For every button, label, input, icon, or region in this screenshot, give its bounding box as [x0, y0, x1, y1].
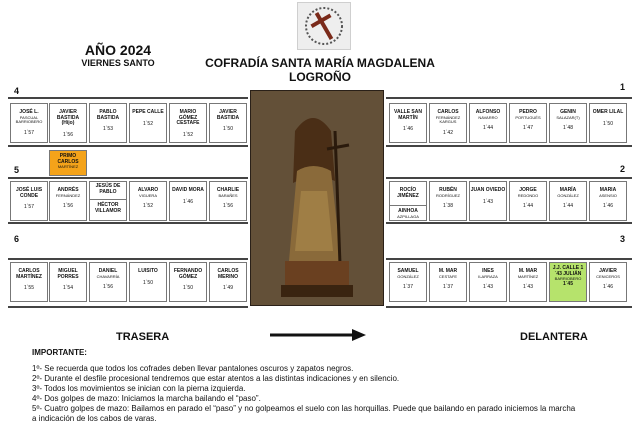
title-line-2: LOGROÑO [289, 70, 351, 84]
instruction-line: a indicación de los cabos de varas. [32, 414, 157, 423]
bearer-cell-split: JESÚS DE PABLO HÉCTOR VILLAMOR [89, 181, 127, 221]
left-bar-3-top [8, 258, 248, 260]
bearer-cell: CARLOS MARTÍNEZ 1´55 [10, 262, 48, 302]
left-bar-3-bottom [8, 306, 248, 308]
bearer-cell: MARIO GÓMEZ CESTAFE 1´52 [169, 103, 207, 143]
brotherhood-title [205, 56, 435, 84]
left-bar-2-top [8, 177, 248, 179]
bearer-cell: MARÍA GONZÁLEZ 1´44 [549, 181, 587, 221]
position-1: 1 [620, 82, 626, 92]
right-bar-2-bottom [386, 222, 632, 224]
bearer-cell: CHARLIE BARAÑES 1´56 [209, 181, 247, 221]
bearer-cell: JAVIER CENICEROS 1´46 [589, 262, 627, 302]
position-5: 5 [14, 165, 20, 175]
bearer-cell: CARLOS FERNÁNDEZ KARGUS 1´42 [429, 103, 467, 143]
position-2: 2 [620, 164, 626, 174]
bearer-cell: JAVIER BASTIDA 1´50 [209, 103, 247, 143]
reserve-bearer-cell: PRIMO CARLOS MARTÍNEZ [49, 150, 87, 176]
right-bar-1-top [386, 97, 632, 99]
instructions-heading: IMPORTANTE: [32, 348, 87, 357]
bearer-cell: SAMUEL GONZÁLEZ 1´37 [389, 262, 427, 302]
cross-emblem-icon [298, 3, 350, 49]
bearer-cell: JORGE REDONDO 1´44 [509, 181, 547, 221]
bearer-cell: ANDRÉS FERNÁNDEZ 1´56 [49, 181, 87, 221]
bearer-cell: CARLOS MERINO 1´49 [209, 262, 247, 302]
bearer-cell: PEPE CALLE 1´52 [129, 103, 167, 143]
position-3: 3 [620, 234, 626, 244]
instruction-line: 3º- Todos los movimientos se inician con la pierna izquierda. [32, 384, 246, 393]
bearer-cell: VALLE SAN MARTÍN 1´46 [389, 103, 427, 143]
position-4: 4 [14, 86, 20, 96]
bearer-cell: DAVID MORA 1´46 [169, 181, 207, 221]
bearer-cell: INES ILARRAZA 1´43 [469, 262, 507, 302]
statue-photo [250, 90, 384, 306]
bearer-cell: GENIN SALAZAR(T) 1´48 [549, 103, 587, 143]
bearer-cell: PABLO BASTIDA 1´53 [89, 103, 127, 143]
left-bar-1-bottom [8, 145, 248, 147]
bearer-cell: JOSÉ L. PASCUAL BARRIOBERO 1´57 [10, 103, 48, 143]
bearer-cell-highlighted: J.J. CALLE 1´43 JULIÁN BARRIOBERO 1´45 [549, 262, 587, 302]
bearer-cell: FERNANDO GÓMEZ 1´50 [169, 262, 207, 302]
instruction-line: 1º- Se recuerda que todos los cofrades deben llevar pantalones oscuros y zapatos negros. [32, 364, 354, 373]
bearer-cell: JUAN OVIEDO 1´43 [469, 181, 507, 221]
bearer-cell-split: ROCÍO JIMÉNEZ AINHOA AZPILLAGA [389, 181, 427, 221]
bearer-cell: M. MAR CESTAFE 1´37 [429, 262, 467, 302]
left-bar-2-bottom [8, 222, 248, 224]
bearer-cell: OMER LILAL 1´50 [589, 103, 627, 143]
right-bar-3-top [386, 258, 632, 260]
bearer-cell: MIGUEL PORRES 1´54 [49, 262, 87, 302]
left-bar-1-top [8, 97, 248, 99]
bearer-cell: LUISITO 1´50 [129, 262, 167, 302]
bearer-cell: JAVIER BASTIDA (Hijo) 1´56 [49, 103, 87, 143]
brotherhood-logo [297, 2, 351, 50]
right-bar-1-bottom [386, 145, 632, 147]
title-line-1: COFRADÍA SANTA MARÍA MAGDALENA [205, 56, 435, 70]
right-bar-3-bottom [386, 306, 632, 308]
instructions-block [32, 348, 632, 424]
bearer-cell: JOSÉ LUIS CONDE 1´57 [10, 181, 48, 221]
saint-statue-image [251, 91, 383, 305]
bearer-cell: PEDRO PORTUGUÉS 1´47 [509, 103, 547, 143]
bearer-cell: ALFONSO NAVARRO 1´44 [469, 103, 507, 143]
right-bar-2-top [386, 177, 632, 179]
bearer-cell: M. MAR MARTÍNEZ 1´43 [509, 262, 547, 302]
bearer-cell: DANIEL CHAVARRÍA 1´56 [89, 262, 127, 302]
direction-arrow-icon [270, 328, 366, 342]
instruction-line: 2º- Durante el desfile procesional tendremos que estar atentos a las distintas indicaciones y en silencio. [32, 374, 400, 383]
year-heading: AÑO 2024 [84, 42, 152, 58]
rear-label: TRASERA [116, 331, 170, 343]
bearer-cell: MARIA ASENSIO 1´46 [589, 181, 627, 221]
day-subheading: VIERNES SANTO [81, 58, 155, 68]
instruction-line: 4º- Dos golpes de mazo: Iniciamos la marcha bailando el “paso”. [32, 394, 261, 403]
position-6: 6 [14, 234, 20, 244]
front-label: DELANTERA [520, 331, 588, 343]
bearer-cell: ALVARO VIGUERA 1´52 [129, 181, 167, 221]
bearer-cell: RUBÉN RODRÍGUEZ 1´38 [429, 181, 467, 221]
instruction-line: 5º- Cuatro golpes de mazo: Bailamos en parado el “paso” y no golpeamos el suelo con las horquillas. Puede que bailando en parado iniciemos la marcha [32, 404, 576, 413]
